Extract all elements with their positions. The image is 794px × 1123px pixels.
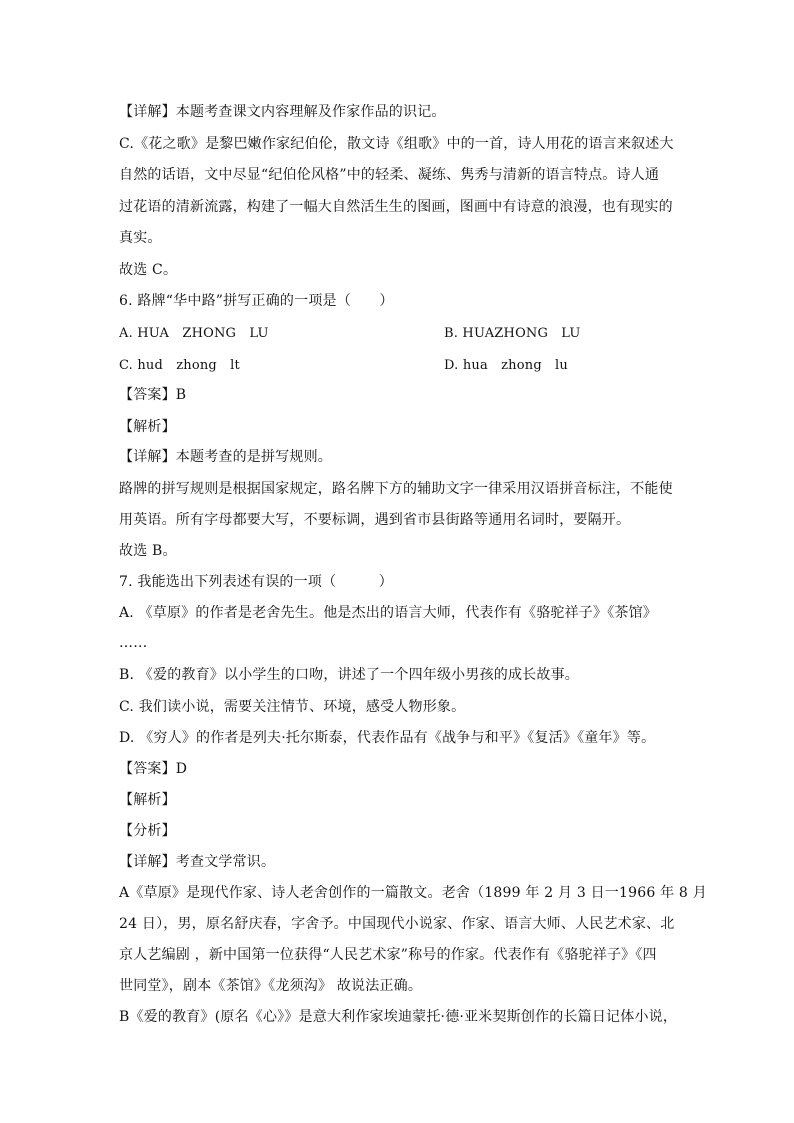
q7-detail: 【详解】考查文学常识。: [119, 854, 276, 870]
q6-detail: 【详解】本题考查的是拼写规则。: [119, 449, 332, 465]
q6-option-d: D. hua zhong lu: [444, 358, 568, 373]
q6-analysis-heading: 【解析】: [119, 419, 176, 435]
q7-option-b: B. 《爱的教育》以小学生的口吻，讲述了一个四年级小男孩的成长故事。: [119, 667, 579, 683]
q7-option-a: A. 《草原》的作者是老舍先生。他是杰出的语言大师，代表作有《骆驼祥子》《茶馆》: [119, 605, 658, 621]
q7-question: 7. 我能选出下列表述有误的一项（ ）: [119, 574, 394, 590]
q7-explain-line-1: A《草原》是现代作家、诗人老舍创作的一篇散文。老舍（1899 年 2 月 3 日一1966 年 8 月: [119, 885, 707, 901]
q6-option-a: A. HUA ZHONG LU: [119, 326, 269, 341]
q7-option-a-cont: ……: [119, 635, 148, 651]
q6-option-c: C. hud zhong lt: [119, 358, 240, 373]
q6-explain-line-1: 路牌的拼写规则是根据国家规定，路名牌下方的辅助文字一律采用汉语拼音标注，不能使: [119, 481, 673, 497]
q6-explain-line-2: 用英语。所有字母都要大写，不要标调，遇到省市县街路等通用名词时，要隔开。: [119, 512, 631, 528]
c-explain-line-3: 过花语的清新流露，构建了一幅大自然活生生的图画，图画中有诗意的浪漫，也有现实的: [119, 199, 673, 215]
c-choice: 故选 C。: [119, 262, 178, 278]
q7-explain-line-5: B《爱的教育》(原名《心》》是意大利作家埃迪蒙托·德·亚米契斯创作的长篇日记体小说，: [119, 1009, 678, 1025]
q7-option-c: C. 我们读小说，需要关注情节、环境，感受人物形象。: [119, 699, 466, 715]
detail-intro: 【详解】本题考查课文内容理解及作家作品的识记。: [119, 104, 446, 120]
q7-explain-line-2: 24 日），男，原名舒庆春，字舍予。中国现代小说家、作家、语言大师、人民艺术家、北: [119, 916, 675, 932]
q6-choice: 故选 B。: [119, 543, 177, 559]
q6-option-b: B. HUAZHONG LU: [444, 326, 581, 341]
c-explain-line-2: 自然的话语，文中尽显“纪伯伦风格”中的轻柔、凝练、隽秀与清新的语言特点。诗人通: [119, 167, 660, 183]
q7-answer: 【答案】D: [119, 761, 188, 777]
q7-fenxi-heading: 【分析】: [119, 823, 176, 839]
q7-option-d: D. 《穷人》的作者是列夫·托尔斯泰，代表作品有《战争与和平》《复活》《童年》等。: [119, 730, 656, 746]
q6-answer: 【答案】B: [119, 387, 187, 403]
c-explain-line-1: C.《花之歌》是黎巴嫩作家纪伯伦，散文诗《组歌》中的一首，诗人用花的语言来叙述大: [119, 136, 674, 152]
q7-explain-line-4: 世同堂》，剧本《茶馆》《龙须沟》 故说法正确。: [119, 978, 423, 994]
q6-question: 6. 路牌“华中路”拼写正确的一项是（ ）: [119, 293, 394, 309]
c-explain-line-4: 真实。: [119, 230, 162, 246]
q7-explain-line-3: 京人艺编剧 ，新中国第一位获得“人民艺术家”称号的作家。代表作有《骆驼祥子》《四: [119, 947, 657, 963]
q7-analysis-heading: 【解析】: [119, 792, 176, 808]
